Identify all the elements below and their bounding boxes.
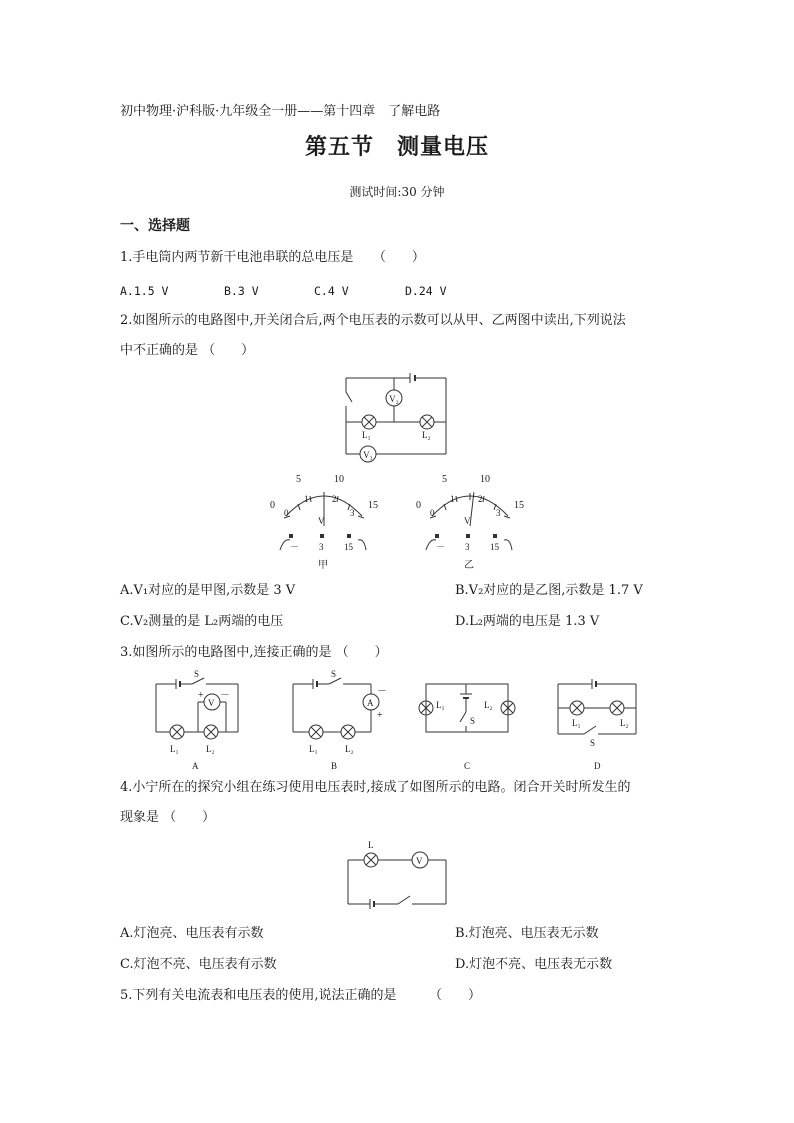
meter-caption-yi: 乙: [464, 560, 474, 571]
voltmeter-v2-icon: [386, 390, 402, 406]
question-4-stem-line-2: 现象是 （ ）: [120, 810, 216, 825]
question-3-diagram-a[interactable]: [150, 668, 250, 773]
question-2-option-b[interactable]: B.V₂对应的是乙图,示数是 1.7 V: [455, 583, 643, 598]
svg-text:10: 10: [480, 474, 490, 485]
svg-text:S: S: [194, 669, 200, 679]
svg-text:S: S: [470, 716, 476, 726]
svg-text:3: 3: [496, 508, 501, 518]
svg-text:1: 1: [450, 494, 455, 504]
svg-text:0: 0: [416, 500, 421, 511]
svg-text:S: S: [331, 669, 337, 679]
lamp-l2-label: L₂: [422, 430, 431, 440]
svg-text:－: －: [377, 686, 387, 697]
question-4-option-a[interactable]: A.灯泡亮、电压表有示数: [120, 926, 264, 941]
needle-yi: [470, 492, 474, 526]
question-2-option-c[interactable]: C.V₂测量的是 L₂两端的电压: [120, 614, 284, 629]
document-header: 初中物理·沪科版·九年级全一册——第十四章 了解电路: [120, 104, 441, 119]
svg-text:0: 0: [284, 508, 289, 518]
question-3-stem: 3.如图所示的电路图中,连接正确的是 （ ）: [120, 645, 388, 660]
svg-text:15: 15: [490, 542, 499, 552]
question-2-stem-line-2: 中不正确的是 （ ）: [120, 343, 255, 358]
svg-text:L₁: L₁: [170, 744, 179, 754]
svg-text:L₂: L₂: [620, 718, 629, 728]
svg-text:V₁: V₁: [363, 450, 373, 460]
question-3-diagram-c[interactable]: [420, 668, 520, 773]
svg-text:+: +: [198, 690, 204, 701]
diagram-caption-c: C: [464, 761, 471, 771]
svg-text:15: 15: [514, 500, 524, 511]
svg-text:+: +: [377, 710, 383, 721]
question-3-diagram-d[interactable]: [552, 668, 652, 773]
question-3-diagram-b[interactable]: [287, 668, 387, 773]
svg-text:－: －: [220, 690, 230, 701]
svg-text:15: 15: [344, 542, 353, 552]
svg-text:L₂: L₂: [484, 700, 493, 710]
svg-text:V: V: [318, 516, 325, 526]
diagram-caption-a: A: [192, 761, 199, 771]
svg-text:3: 3: [350, 508, 355, 518]
question-2-stem-line-1: 2.如图所示的电路图中,开关闭合后,两个电压表的示数可以从甲、乙两图中读出,下列说法: [120, 313, 626, 328]
svg-text:L₂: L₂: [345, 744, 354, 754]
question-1-option-b[interactable]: B.3 V: [224, 284, 259, 298]
svg-text:0: 0: [430, 508, 435, 518]
question-2-circuit-diagram: [340, 370, 460, 465]
svg-text:L₁: L₁: [572, 718, 581, 728]
svg-text:V: V: [208, 698, 215, 708]
svg-text:－: －: [436, 542, 446, 552]
question-5-stem: 5.下列有关电流表和电压表的使用,说法正确的是 （ ）: [120, 988, 482, 1003]
svg-text:2: 2: [478, 494, 483, 504]
question-2-option-a[interactable]: A.V₁对应的是甲图,示数是 3 V: [120, 583, 296, 598]
svg-text:2: 2: [332, 494, 337, 504]
question-4-stem-line-1: 4.小宁所在的探究小组在练习使用电压表时,接成了如图所示的电路。闭合开关时所发生的: [120, 780, 631, 795]
svg-text:V₂: V₂: [389, 394, 399, 404]
svg-text:L₁: L₁: [309, 744, 318, 754]
svg-text:L₂: L₂: [206, 744, 215, 754]
svg-text:5: 5: [296, 474, 301, 485]
question-1-option-c[interactable]: C.4 V: [314, 284, 349, 298]
voltmeter-dial-jia: [262, 468, 387, 573]
question-4-option-b[interactable]: B.灯泡亮、电压表无示数: [455, 926, 599, 941]
svg-text:A: A: [367, 698, 374, 708]
svg-text:15: 15: [368, 500, 378, 511]
svg-text:3: 3: [465, 542, 470, 552]
test-duration: 测试时间:30 分钟: [349, 185, 445, 199]
question-2-option-d[interactable]: D.L₂两端的电压是 1.3 V: [455, 614, 600, 629]
question-1-stem: 1.手电筒内两节新干电池串联的总电压是 （ ）: [120, 250, 425, 265]
lamp-l1-label: L₁: [362, 430, 371, 440]
question-1-option-a[interactable]: A.1.5 V: [120, 284, 169, 298]
svg-text:－: －: [290, 542, 300, 552]
question-4-option-c[interactable]: C.灯泡不亮、电压表有示数: [120, 957, 277, 972]
svg-text:0: 0: [270, 500, 275, 511]
svg-text:1: 1: [304, 494, 309, 504]
voltmeter-v1-icon: [360, 446, 376, 462]
svg-text:L₁: L₁: [436, 700, 445, 710]
svg-text:3: 3: [319, 542, 324, 552]
diagram-caption-b: B: [331, 761, 338, 771]
question-4-option-d[interactable]: D.灯泡不亮、电压表无示数: [455, 957, 613, 972]
diagram-caption-d: D: [594, 761, 601, 771]
voltmeter-dial-yi: [408, 468, 533, 573]
svg-text:V: V: [464, 516, 471, 526]
svg-text:S: S: [590, 738, 596, 748]
svg-text:10: 10: [334, 474, 344, 485]
question-4-circuit-diagram: [342, 838, 452, 913]
svg-text:5: 5: [442, 474, 447, 485]
voltmeter-icon: V: [416, 856, 423, 866]
page-title: 第五节 测量电压: [304, 135, 489, 160]
section-heading: 一、选择题: [120, 218, 190, 234]
meter-caption-jia: 甲: [318, 560, 328, 571]
lamp-l-label: L: [368, 840, 374, 850]
question-1-option-d[interactable]: D.24 V: [405, 284, 447, 298]
